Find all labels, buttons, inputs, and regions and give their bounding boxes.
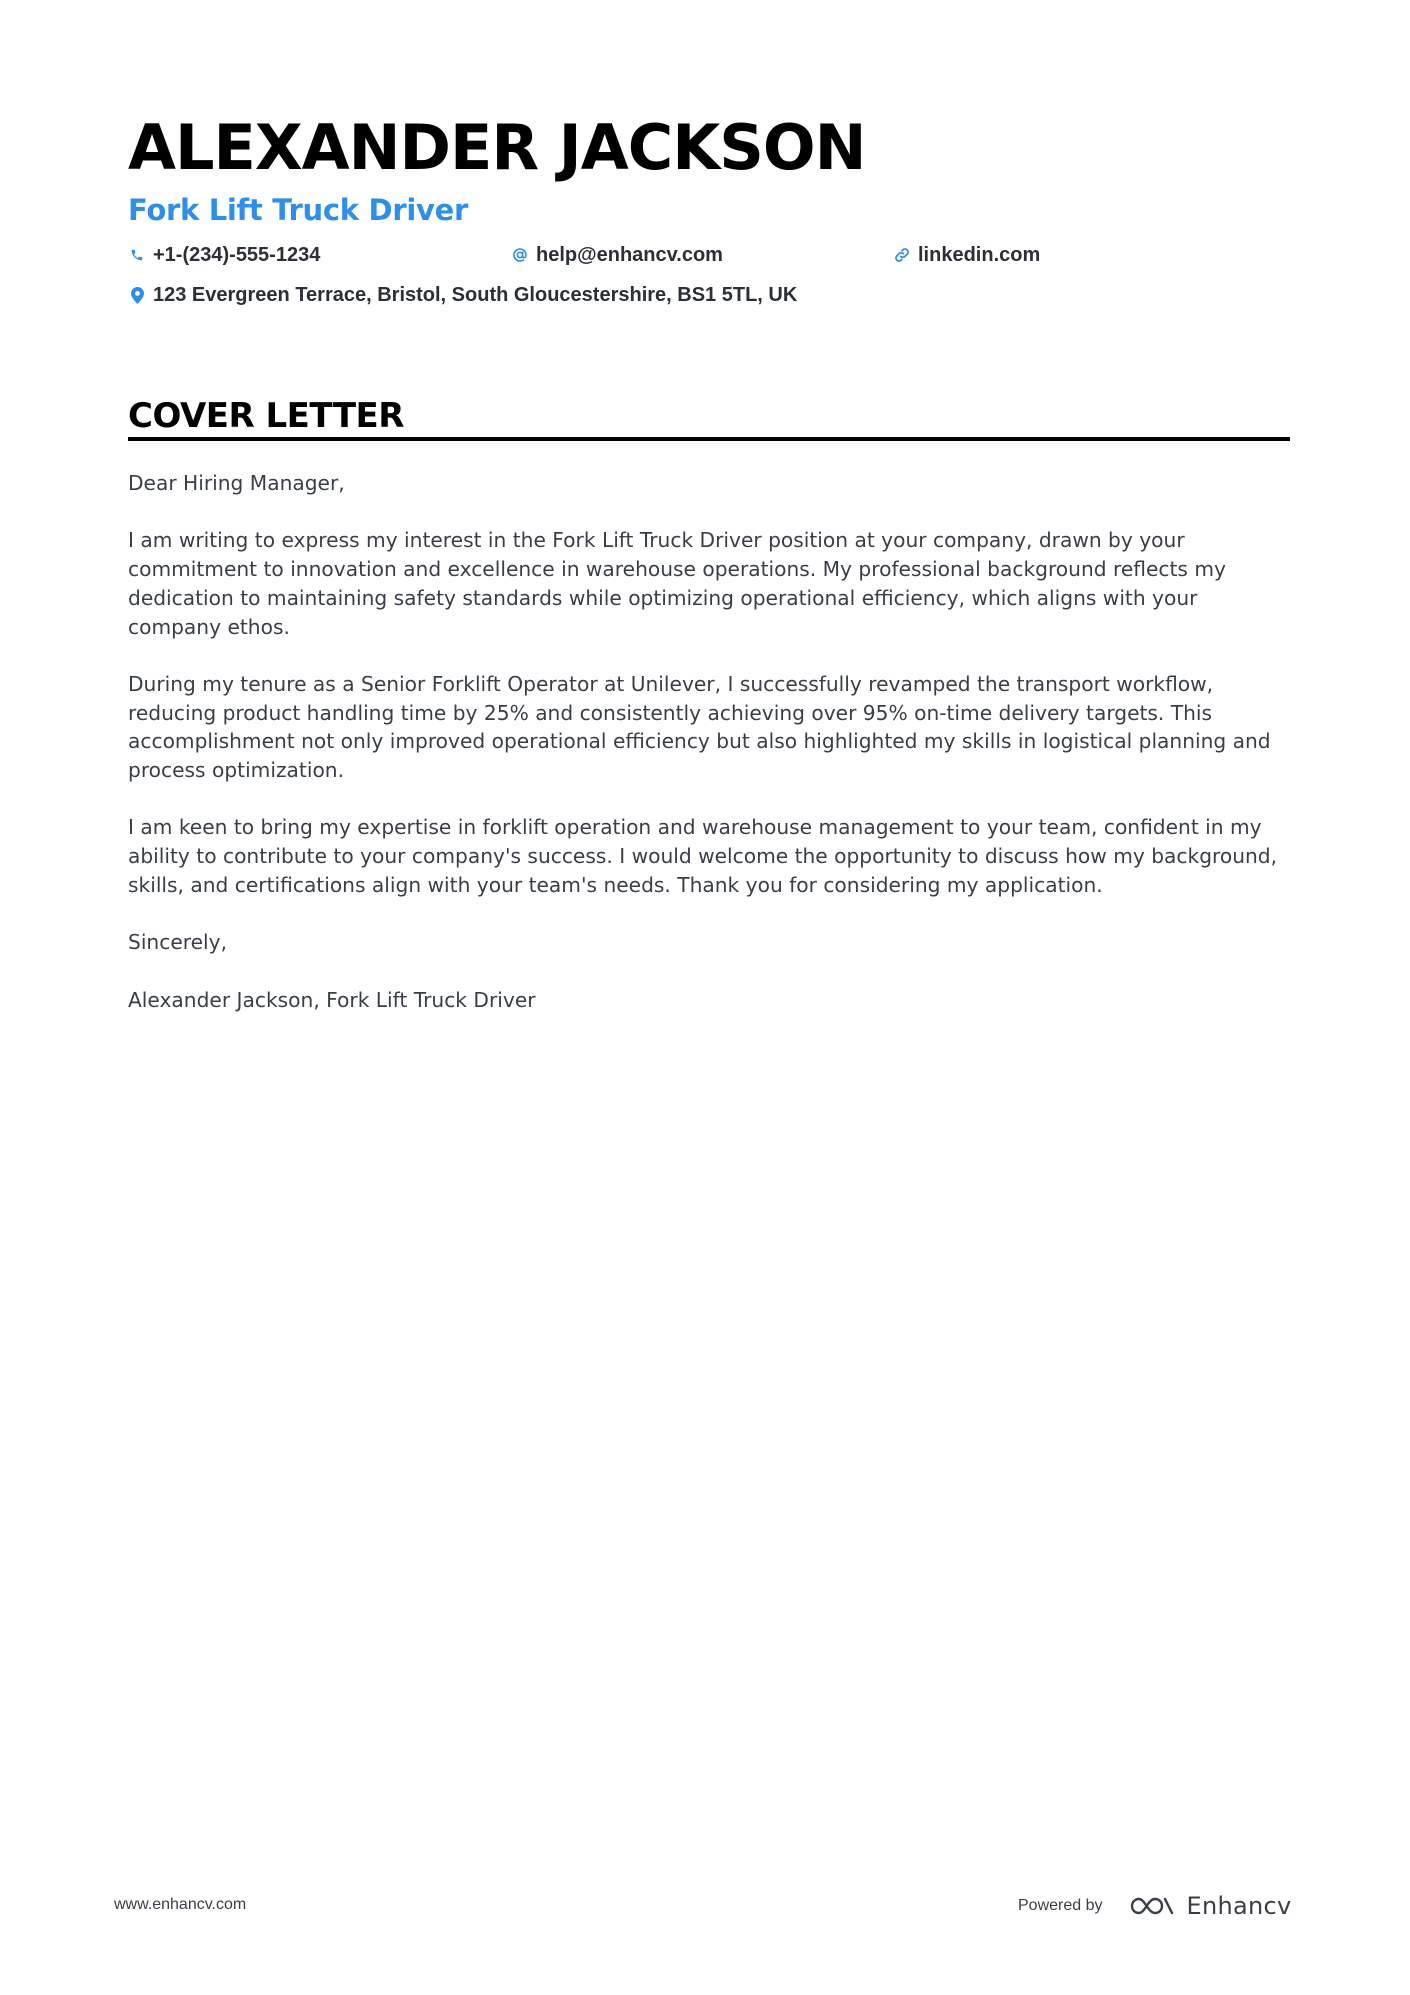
letter-body bbox=[128, 469, 1293, 1043]
section-title: COVER LETTER bbox=[128, 396, 404, 436]
linkedin-text: linkedin.com bbox=[918, 244, 1041, 266]
powered-by[interactable] bbox=[1018, 1892, 1292, 1920]
at-icon bbox=[511, 245, 529, 265]
letter-paragraph-3: I am keen to bring my expertise in forklift operation and warehouse management to your team, confident in my ability to contribute to your company's success. I would welcome the opportunity to discuss how my background, skills, and certifications align with your team's needs. Thank you for considering my application. bbox=[128, 815, 1278, 897]
link-icon bbox=[893, 245, 911, 265]
enhancv-logo bbox=[1129, 1892, 1292, 1920]
address-text: 123 Evergreen Terrace, Bristol, South Gloucestershire, BS1 5TL, UK bbox=[153, 284, 798, 306]
letter-paragraph-2: During my tenure as a Senior Forklift Operator at Unilever, I successfully revamped the transport workflow, reducing product handling time by 25% and consistently achieving over 95% on-time delivery targets. This accomplishment not only improved operational efficiency but also highlighted my skills in logistical planning and process optimization. bbox=[128, 671, 1271, 782]
job-title: Fork Lift Truck Driver bbox=[128, 193, 468, 227]
letter-paragraph-1: I am writing to express my interest in the Fork Lift Truck Driver position at your company, drawn by your commitment to innovation and excellence in warehouse operations. My professional background reflects my dedication to maintaining safety standards while optimizing operational efficiency, which aligns with your company ethos. bbox=[128, 528, 1226, 639]
contact-email[interactable] bbox=[511, 242, 723, 268]
footer-website-link[interactable]: www.enhancv.com bbox=[114, 1896, 247, 1913]
contact-phone bbox=[128, 242, 320, 268]
letter-closing: Sincerely, bbox=[128, 930, 227, 955]
phone-icon bbox=[128, 245, 146, 265]
section-divider bbox=[128, 437, 1290, 441]
letter-greeting: Dear Hiring Manager, bbox=[128, 471, 345, 495]
powered-by-label: Powered by bbox=[1018, 1897, 1103, 1914]
enhancv-brand-name: Enhancv bbox=[1186, 1892, 1292, 1920]
email-text: help@enhancv.com bbox=[536, 244, 723, 266]
candidate-name: ALEXANDER JACKSON bbox=[128, 111, 866, 184]
letter-signature: Alexander Jackson, Fork Lift Truck Driver bbox=[128, 987, 536, 1012]
location-pin-icon bbox=[128, 285, 146, 305]
enhancv-logo-icon bbox=[1129, 1894, 1175, 1918]
phone-text: +1-(234)-555-1234 bbox=[153, 244, 321, 266]
contact-linkedin[interactable] bbox=[893, 242, 1040, 268]
contact-address bbox=[128, 282, 797, 308]
